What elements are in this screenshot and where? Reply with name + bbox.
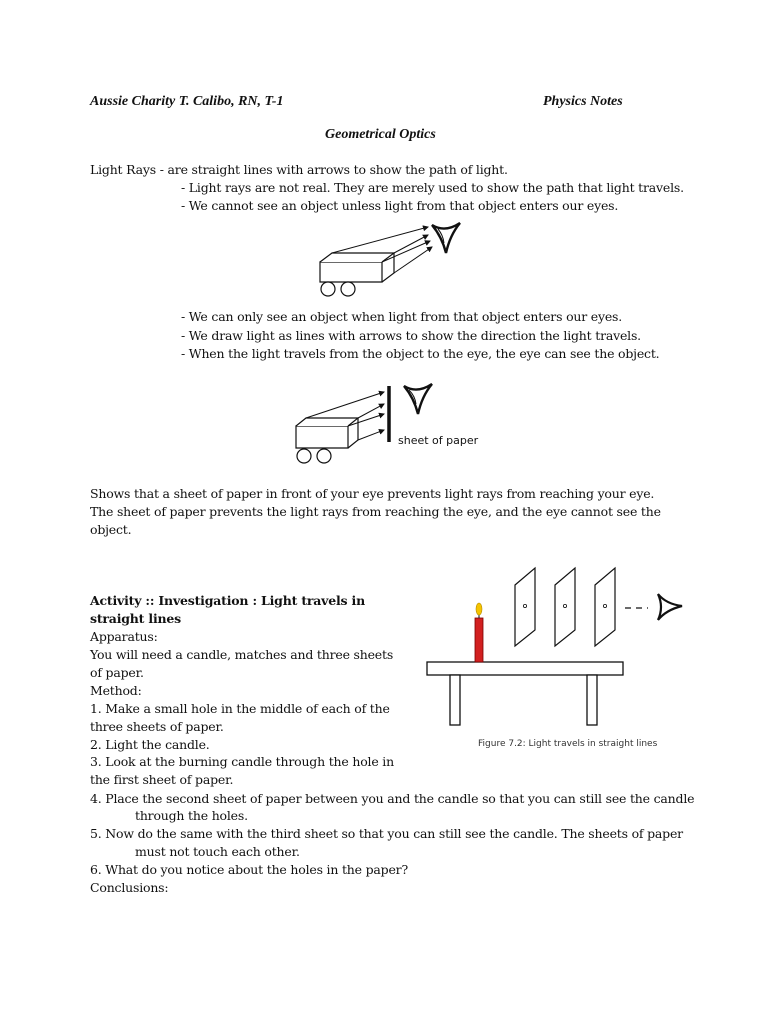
- eye-icon: [404, 384, 432, 414]
- activity-line: 6. What do you notice about the holes in the paper?: [90, 862, 408, 877]
- explanation-text: The sheet of paper prevents the light rays from reaching the eye, and the eye cannot see the: [90, 504, 661, 519]
- figure-caption: Figure 7.2: Light travels in straight lines: [478, 739, 658, 749]
- figure-paper-blocks-light: [290, 380, 490, 470]
- explanation-text: Shows that a sheet of paper in front of your eye prevents light rays from reaching your eye.: [90, 486, 655, 501]
- activity-line: the first sheet of paper.: [90, 772, 234, 787]
- author-name: Aussie Charity T. Calibo, RN, T-1: [90, 94, 284, 109]
- paper-sheet: [555, 568, 575, 646]
- eye-icon: [432, 223, 460, 253]
- page-title: Geometrical Optics: [325, 127, 436, 142]
- activity-line: 2. Light the candle.: [90, 737, 210, 752]
- bullet-text: - Light rays are not real. They are merely used to show the path that light travels.: [181, 180, 684, 195]
- candle-icon: [475, 603, 483, 662]
- activity-line: three sheets of paper.: [90, 719, 224, 734]
- activity-line: Conclusions:: [90, 880, 169, 895]
- activity-line: Apparatus:: [90, 629, 158, 644]
- activity-line: of paper.: [90, 665, 144, 680]
- sheet-of-paper-label: sheet of paper: [398, 434, 479, 447]
- bullet-text: - We cannot see an object unless light from that object enters our eyes.: [181, 198, 619, 213]
- activity-line: 1. Make a small hole in the middle of each of the: [90, 701, 390, 716]
- activity-title: Activity :: Investigation : Light travels in: [90, 593, 365, 608]
- paper-sheet: [515, 568, 535, 646]
- activity-line: through the holes.: [135, 808, 248, 823]
- eye-icon: [658, 594, 682, 620]
- subject-label: Physics Notes: [543, 94, 623, 109]
- activity-title: straight lines: [90, 611, 181, 626]
- bullet-text: - When the light travels from the object to the eye, the eye can see the object.: [181, 346, 660, 361]
- bullet-text: - We draw light as lines with arrows to show the direction the light travels.: [181, 328, 641, 343]
- paper-sheet: [595, 568, 615, 646]
- light-rays-definition: Light Rays - are straight lines with arrows to show the path of light.: [90, 162, 508, 177]
- explanation-text: object.: [90, 522, 132, 537]
- activity-line: 3. Look at the burning candle through the hole in: [90, 754, 394, 769]
- activity-line: 5. Now do the same with the third sheet so that you can still see the candle. The sheets of paper: [90, 826, 683, 841]
- bullet-text: - We can only see an object when light from that object enters our eyes.: [181, 309, 623, 324]
- figure-light-rays-to-eye: [300, 215, 480, 305]
- activity-line: 4. Place the second sheet of paper between you and the candle so that you can still see the candle: [90, 791, 695, 806]
- activity-line: must not touch each other.: [135, 844, 300, 859]
- activity-line: You will need a candle, matches and three sheets: [90, 647, 394, 662]
- figure-candle-experiment: [420, 560, 690, 735]
- activity-line: Method:: [90, 683, 142, 698]
